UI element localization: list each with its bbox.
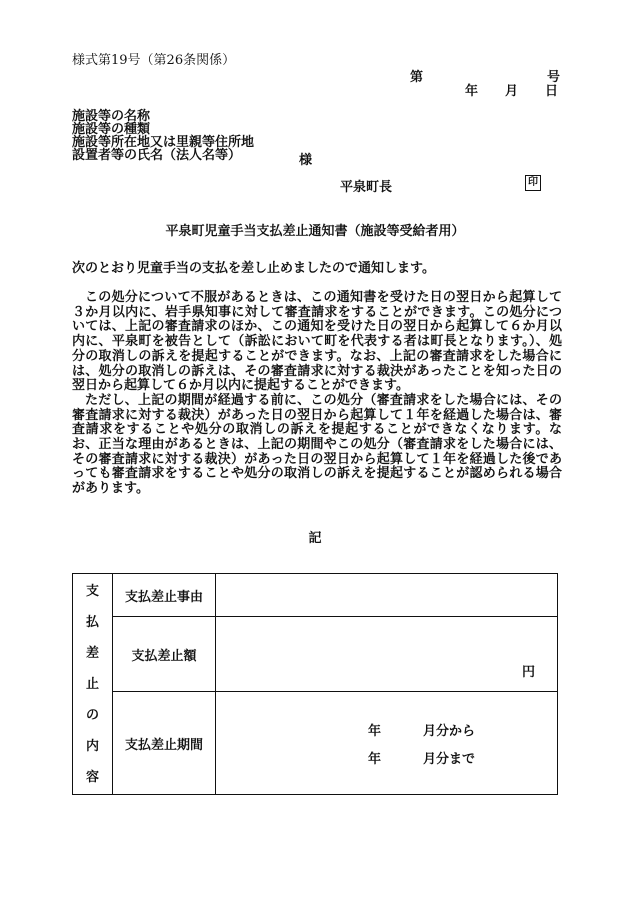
vertical-char: 止 [85, 676, 99, 692]
period-from-row [368, 720, 475, 739]
period-from-month: 月分から [423, 724, 476, 739]
number-suffix: 号 [547, 70, 561, 85]
vertical-char: 払 [85, 614, 99, 630]
date-day: 日 [545, 84, 559, 99]
lead-sentence: 次のとおり児童手当の支払を差し止めましたので通知します。 [72, 261, 435, 276]
reason-label: 支払差止事由 [113, 574, 216, 617]
vertical-char: 支 [85, 583, 99, 599]
date-month: 月 [505, 84, 519, 99]
appeal-paragraph-1: この処分について不服があるときは、この通知書を受けた日の翌日から起算して３か月以内に、岩手県知事に対して審査請求をすることができます。この処分については、上記の審査請求のほか、この通知を受けた日の翌日から起算して６か月以内に、平泉町を被告として（訴訟において町を代表する者は町長となります。）、処分の取消しの訴えを提起することができます。なお、上記の審査請求をした場合には、処分の取消しの訴えは、その審査請求に対する裁決があったことを知った日の翌日から起算して６か月以内に提起することができます。 [72, 290, 562, 394]
honorific: 様 [299, 153, 313, 168]
vertical-char: 容 [85, 769, 99, 785]
vertical-char: 差 [85, 645, 99, 661]
ki-heading: 記 [308, 531, 322, 546]
amount-value [216, 617, 558, 692]
appeal-notice [72, 291, 562, 497]
period-to-row [368, 748, 475, 767]
facility-address-label: 施設等所在地又は里親等住所地 [72, 135, 255, 150]
yen-unit: 円 [521, 665, 535, 680]
form-number: 様式第19号（第26条関係） [72, 53, 236, 68]
vertical-char: 内 [85, 738, 99, 754]
period-from-year: 年 [368, 724, 382, 739]
seal-stamp: 印 [525, 175, 541, 191]
amount-label: 支払差止額 [113, 617, 216, 692]
facility-name-label: 施設等の名称 [72, 109, 151, 124]
mayor-name: 平泉町長 [340, 180, 393, 195]
appeal-paragraph-2: ただし、上記の期間が経過する前に、この処分（審査請求をした場合には、その審査請求に対する裁決）があった日の翌日から起算して１年を経過した場合は、審査請求をすることや処分の取消しの訴えを提起することができなくなります。なお、正当な理由があるときは、上記の期間やこの処分（審査請求をした場合には、その審査請求に対する裁決）があった日の翌日から起算して１年を経過した後であっても審査請求をすることや処分の取消しの訴えを提起することが認められる場合があります。 [72, 392, 562, 497]
number-prefix: 第 [410, 70, 424, 85]
representative-label: 設置者等の氏名（法人名等） [72, 148, 242, 163]
period-label: 支払差止期間 [113, 692, 216, 795]
suspension-details-table [72, 573, 558, 795]
vertical-heading [73, 574, 113, 795]
period-to-month: 月分まで [423, 752, 476, 767]
date-year: 年 [465, 84, 479, 99]
reason-value [216, 574, 558, 617]
vertical-char: の [85, 707, 99, 723]
facility-type-label: 施設等の種類 [72, 122, 151, 137]
document-title: 平泉町児童手当支払差止通知書（施設等受給者用） [165, 224, 465, 239]
period-to-year: 年 [368, 752, 382, 767]
period-value [216, 692, 558, 795]
